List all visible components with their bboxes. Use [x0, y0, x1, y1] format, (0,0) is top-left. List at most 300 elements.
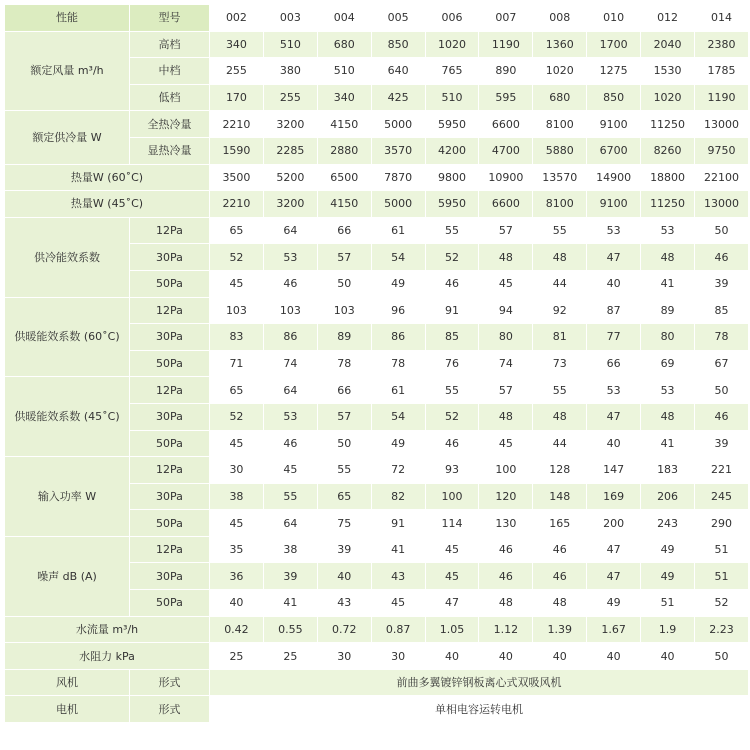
value-cell: 49: [587, 590, 641, 617]
heating-efficiency-45c-label: 供暖能效系数 (45˚C): [5, 377, 130, 457]
value-cell: 680: [317, 31, 371, 58]
heating-efficiency-60c-label: 供暖能效系数 (60˚C): [5, 297, 130, 377]
spec-table-wrapper: [4, 4, 748, 723]
value-cell: 2380: [695, 31, 749, 58]
value-cell: 1700: [587, 31, 641, 58]
value-cell: 25: [263, 643, 317, 670]
value-cell: 114: [425, 510, 479, 537]
value-cell: 57: [479, 377, 533, 404]
model-cell: 003: [263, 5, 317, 32]
value-cell: 78: [371, 350, 425, 377]
value-cell: 40: [317, 563, 371, 590]
value-cell: 93: [425, 457, 479, 484]
value-cell: 48: [479, 403, 533, 430]
value-cell: 46: [479, 536, 533, 563]
sub-label: 50Pa: [130, 590, 210, 617]
value-cell: 148: [533, 483, 587, 510]
value-cell: 5950: [425, 191, 479, 218]
value-cell: 30: [371, 643, 425, 670]
value-cell: 89: [641, 297, 695, 324]
value-cell: 120: [479, 483, 533, 510]
model-cell: 014: [695, 5, 749, 32]
fan-type-sub-label: 形式: [130, 669, 210, 696]
value-cell: 53: [641, 377, 695, 404]
value-cell: 51: [695, 536, 749, 563]
sub-label: 12Pa: [130, 377, 210, 404]
motor-type-value: 单相电容运转电机: [210, 696, 749, 723]
value-cell: 40: [587, 430, 641, 457]
value-cell: 64: [263, 377, 317, 404]
value-cell: 1020: [425, 31, 479, 58]
value-cell: 50: [695, 377, 749, 404]
sub-label: 12Pa: [130, 536, 210, 563]
value-cell: 67: [695, 350, 749, 377]
value-cell: 5950: [425, 111, 479, 138]
value-cell: 3500: [210, 164, 264, 191]
value-cell: 380: [263, 58, 317, 85]
value-cell: 45: [263, 457, 317, 484]
value-cell: 0.87: [371, 616, 425, 643]
sub-label: 12Pa: [130, 217, 210, 244]
value-cell: 1530: [641, 58, 695, 85]
value-cell: 85: [425, 324, 479, 351]
value-cell: 53: [263, 403, 317, 430]
value-cell: 44: [533, 430, 587, 457]
value-cell: 100: [479, 457, 533, 484]
value-cell: 74: [263, 350, 317, 377]
value-cell: 6600: [479, 111, 533, 138]
value-cell: 38: [210, 483, 264, 510]
value-cell: 765: [425, 58, 479, 85]
value-cell: 94: [479, 297, 533, 324]
water-flow-label: 水流量 m³/h: [5, 616, 210, 643]
model-cell: 012: [641, 5, 695, 32]
value-cell: 4150: [317, 191, 371, 218]
sub-label: 全热冷量: [130, 111, 210, 138]
value-cell: 40: [425, 643, 479, 670]
value-cell: 8100: [533, 191, 587, 218]
value-cell: 1020: [641, 84, 695, 111]
value-cell: 48: [641, 244, 695, 271]
value-cell: 80: [479, 324, 533, 351]
value-cell: 3200: [263, 191, 317, 218]
value-cell: 255: [263, 84, 317, 111]
value-cell: 54: [371, 403, 425, 430]
value-cell: 2210: [210, 191, 264, 218]
value-cell: 47: [587, 536, 641, 563]
value-cell: 89: [317, 324, 371, 351]
value-cell: 165: [533, 510, 587, 537]
value-cell: 41: [263, 590, 317, 617]
value-cell: 57: [479, 217, 533, 244]
value-cell: 9100: [587, 191, 641, 218]
value-cell: 92: [533, 297, 587, 324]
value-cell: 40: [587, 270, 641, 297]
value-cell: 100: [425, 483, 479, 510]
value-cell: 680: [533, 84, 587, 111]
value-cell: 30: [317, 643, 371, 670]
sub-label: 50Pa: [130, 430, 210, 457]
value-cell: 53: [587, 377, 641, 404]
value-cell: 52: [425, 244, 479, 271]
value-cell: 48: [533, 590, 587, 617]
input-power-label: 输入功率 W: [5, 457, 130, 537]
value-cell: 48: [479, 244, 533, 271]
value-cell: 50: [695, 217, 749, 244]
value-cell: 71: [210, 350, 264, 377]
value-cell: 1785: [695, 58, 749, 85]
value-cell: 4200: [425, 137, 479, 164]
spec-table-body: [5, 5, 749, 723]
cooling-efficiency-row: [5, 217, 749, 244]
value-cell: 75: [317, 510, 371, 537]
heating-efficiency-60c-row: [5, 297, 749, 324]
model-cell: 007: [479, 5, 533, 32]
water-flow-row: [5, 616, 749, 643]
sub-label: 30Pa: [130, 324, 210, 351]
value-cell: 39: [317, 536, 371, 563]
value-cell: 30: [210, 457, 264, 484]
value-cell: 61: [371, 377, 425, 404]
value-cell: 47: [587, 563, 641, 590]
value-cell: 0.55: [263, 616, 317, 643]
value-cell: 1.9: [641, 616, 695, 643]
sub-label: 50Pa: [130, 510, 210, 537]
sub-label: 12Pa: [130, 297, 210, 324]
value-cell: 61: [371, 217, 425, 244]
value-cell: 425: [371, 84, 425, 111]
sub-label: 显热冷量: [130, 137, 210, 164]
value-cell: 2880: [317, 137, 371, 164]
value-cell: 87: [587, 297, 641, 324]
value-cell: 91: [425, 297, 479, 324]
value-cell: 170: [210, 84, 264, 111]
value-cell: 5880: [533, 137, 587, 164]
sub-label: 30Pa: [130, 483, 210, 510]
model-cell: 008: [533, 5, 587, 32]
value-cell: 45: [210, 510, 264, 537]
value-cell: 8100: [533, 111, 587, 138]
value-cell: 46: [695, 244, 749, 271]
value-cell: 64: [263, 217, 317, 244]
value-cell: 54: [371, 244, 425, 271]
value-cell: 49: [371, 270, 425, 297]
value-cell: 9800: [425, 164, 479, 191]
value-cell: 255: [210, 58, 264, 85]
value-cell: 41: [641, 430, 695, 457]
value-cell: 73: [533, 350, 587, 377]
sub-label: 30Pa: [130, 403, 210, 430]
value-cell: 45: [210, 270, 264, 297]
value-cell: 510: [317, 58, 371, 85]
value-cell: 103: [317, 297, 371, 324]
value-cell: 55: [533, 377, 587, 404]
value-cell: 5200: [263, 164, 317, 191]
sub-label: 12Pa: [130, 457, 210, 484]
value-cell: 78: [317, 350, 371, 377]
fan-type-label: 风机: [5, 669, 130, 696]
value-cell: 40: [210, 590, 264, 617]
heat-60c-label: 热量W (60˚C): [5, 164, 210, 191]
value-cell: 22100: [695, 164, 749, 191]
value-cell: 128: [533, 457, 587, 484]
heat-45c-row: [5, 191, 749, 218]
value-cell: 64: [263, 510, 317, 537]
value-cell: 13570: [533, 164, 587, 191]
value-cell: 80: [641, 324, 695, 351]
value-cell: 13000: [695, 191, 749, 218]
sub-label: 50Pa: [130, 270, 210, 297]
value-cell: 53: [263, 244, 317, 271]
value-cell: 77: [587, 324, 641, 351]
value-cell: 51: [641, 590, 695, 617]
value-cell: 245: [695, 483, 749, 510]
value-cell: 1.39: [533, 616, 587, 643]
value-cell: 6600: [479, 191, 533, 218]
value-cell: 1360: [533, 31, 587, 58]
value-cell: 206: [641, 483, 695, 510]
value-cell: 2210: [210, 111, 264, 138]
value-cell: 510: [263, 31, 317, 58]
sub-label: 30Pa: [130, 244, 210, 271]
value-cell: 1590: [210, 137, 264, 164]
value-cell: 50: [317, 430, 371, 457]
value-cell: 5000: [371, 111, 425, 138]
sub-label: 低档: [130, 84, 210, 111]
value-cell: 48: [479, 590, 533, 617]
value-cell: 9750: [695, 137, 749, 164]
value-cell: 52: [695, 590, 749, 617]
sub-label: 中档: [130, 58, 210, 85]
value-cell: 81: [533, 324, 587, 351]
value-cell: 1190: [479, 31, 533, 58]
value-cell: 55: [317, 457, 371, 484]
value-cell: 57: [317, 403, 371, 430]
header-perf: 性能: [5, 5, 130, 32]
value-cell: 86: [263, 324, 317, 351]
value-cell: 66: [317, 377, 371, 404]
value-cell: 7870: [371, 164, 425, 191]
value-cell: 200: [587, 510, 641, 537]
value-cell: 46: [425, 430, 479, 457]
fan-type-value: 前曲多翼镀锌钢板离心式双吸风机: [210, 669, 749, 696]
value-cell: 74: [479, 350, 533, 377]
value-cell: 103: [210, 297, 264, 324]
value-cell: 290: [695, 510, 749, 537]
value-cell: 85: [695, 297, 749, 324]
value-cell: 86: [371, 324, 425, 351]
heating-efficiency-45c-row: [5, 377, 749, 404]
value-cell: 46: [533, 563, 587, 590]
value-cell: 46: [479, 563, 533, 590]
value-cell: 47: [587, 244, 641, 271]
value-cell: 47: [587, 403, 641, 430]
heat-45c-label: 热量W (45˚C): [5, 191, 210, 218]
header-row: [5, 5, 749, 32]
value-cell: 39: [263, 563, 317, 590]
value-cell: 340: [210, 31, 264, 58]
value-cell: 340: [317, 84, 371, 111]
value-cell: 40: [533, 643, 587, 670]
value-cell: 40: [641, 643, 695, 670]
value-cell: 52: [210, 403, 264, 430]
water-resistance-label: 水阻力 kPa: [5, 643, 210, 670]
sub-label: 30Pa: [130, 563, 210, 590]
value-cell: 0.42: [210, 616, 264, 643]
value-cell: 83: [210, 324, 264, 351]
cooling-row: [5, 111, 749, 138]
value-cell: 96: [371, 297, 425, 324]
header-model: 型号: [130, 5, 210, 32]
airflow-row: [5, 31, 749, 58]
noise-label: 噪声 dB (A): [5, 536, 130, 616]
noise-row: [5, 536, 749, 563]
value-cell: 38: [263, 536, 317, 563]
value-cell: 55: [533, 217, 587, 244]
value-cell: 40: [479, 643, 533, 670]
value-cell: 2.23: [695, 616, 749, 643]
value-cell: 890: [479, 58, 533, 85]
value-cell: 25: [210, 643, 264, 670]
value-cell: 82: [371, 483, 425, 510]
spec-table: [4, 4, 749, 723]
fan-type-row: [5, 669, 749, 696]
value-cell: 36: [210, 563, 264, 590]
water-resistance-row: [5, 643, 749, 670]
motor-type-row: [5, 696, 749, 723]
value-cell: 169: [587, 483, 641, 510]
motor-type-label: 电机: [5, 696, 130, 723]
value-cell: 13000: [695, 111, 749, 138]
airflow-label: 额定风量 m³/h: [5, 31, 130, 111]
value-cell: 45: [425, 536, 479, 563]
value-cell: 6500: [317, 164, 371, 191]
value-cell: 50: [317, 270, 371, 297]
value-cell: 8260: [641, 137, 695, 164]
value-cell: 66: [317, 217, 371, 244]
model-cell: 010: [587, 5, 641, 32]
value-cell: 6700: [587, 137, 641, 164]
heat-60c-row: [5, 164, 749, 191]
value-cell: 14900: [587, 164, 641, 191]
value-cell: 53: [641, 217, 695, 244]
value-cell: 183: [641, 457, 695, 484]
value-cell: 45: [425, 563, 479, 590]
value-cell: 55: [425, 377, 479, 404]
value-cell: 1.67: [587, 616, 641, 643]
value-cell: 45: [210, 430, 264, 457]
value-cell: 41: [371, 536, 425, 563]
value-cell: 1.05: [425, 616, 479, 643]
value-cell: 1190: [695, 84, 749, 111]
value-cell: 47: [425, 590, 479, 617]
value-cell: 2040: [641, 31, 695, 58]
value-cell: 39: [695, 270, 749, 297]
value-cell: 44: [533, 270, 587, 297]
value-cell: 45: [479, 270, 533, 297]
cooling-efficiency-label: 供冷能效系数: [5, 217, 130, 297]
value-cell: 51: [695, 563, 749, 590]
value-cell: 46: [263, 430, 317, 457]
value-cell: 9100: [587, 111, 641, 138]
value-cell: 69: [641, 350, 695, 377]
model-cell: 002: [210, 5, 264, 32]
value-cell: 4150: [317, 111, 371, 138]
value-cell: 18800: [641, 164, 695, 191]
value-cell: 65: [317, 483, 371, 510]
value-cell: 48: [641, 403, 695, 430]
value-cell: 1.12: [479, 616, 533, 643]
value-cell: 76: [425, 350, 479, 377]
model-cell: 004: [317, 5, 371, 32]
value-cell: 53: [587, 217, 641, 244]
value-cell: 850: [371, 31, 425, 58]
value-cell: 66: [587, 350, 641, 377]
model-cell: 006: [425, 5, 479, 32]
value-cell: 48: [533, 244, 587, 271]
value-cell: 50: [695, 643, 749, 670]
value-cell: 4700: [479, 137, 533, 164]
value-cell: 46: [263, 270, 317, 297]
value-cell: 3570: [371, 137, 425, 164]
value-cell: 243: [641, 510, 695, 537]
value-cell: 850: [587, 84, 641, 111]
value-cell: 35: [210, 536, 264, 563]
value-cell: 46: [695, 403, 749, 430]
value-cell: 130: [479, 510, 533, 537]
cooling-label: 额定供冷量 W: [5, 111, 130, 164]
value-cell: 510: [425, 84, 479, 111]
input-power-row: [5, 457, 749, 484]
value-cell: 49: [641, 536, 695, 563]
value-cell: 5000: [371, 191, 425, 218]
value-cell: 72: [371, 457, 425, 484]
value-cell: 45: [371, 590, 425, 617]
value-cell: 55: [425, 217, 479, 244]
value-cell: 1020: [533, 58, 587, 85]
value-cell: 41: [641, 270, 695, 297]
value-cell: 221: [695, 457, 749, 484]
value-cell: 3200: [263, 111, 317, 138]
value-cell: 91: [371, 510, 425, 537]
value-cell: 2285: [263, 137, 317, 164]
value-cell: 43: [317, 590, 371, 617]
value-cell: 48: [533, 403, 587, 430]
value-cell: 1275: [587, 58, 641, 85]
motor-type-sub-label: 形式: [130, 696, 210, 723]
value-cell: 147: [587, 457, 641, 484]
value-cell: 640: [371, 58, 425, 85]
value-cell: 57: [317, 244, 371, 271]
model-cell: 005: [371, 5, 425, 32]
value-cell: 40: [587, 643, 641, 670]
sub-label: 50Pa: [130, 350, 210, 377]
value-cell: 39: [695, 430, 749, 457]
value-cell: 103: [263, 297, 317, 324]
value-cell: 0.72: [317, 616, 371, 643]
value-cell: 55: [263, 483, 317, 510]
value-cell: 65: [210, 217, 264, 244]
value-cell: 49: [371, 430, 425, 457]
value-cell: 52: [425, 403, 479, 430]
value-cell: 78: [695, 324, 749, 351]
value-cell: 46: [533, 536, 587, 563]
value-cell: 595: [479, 84, 533, 111]
value-cell: 43: [371, 563, 425, 590]
value-cell: 45: [479, 430, 533, 457]
value-cell: 10900: [479, 164, 533, 191]
value-cell: 11250: [641, 111, 695, 138]
